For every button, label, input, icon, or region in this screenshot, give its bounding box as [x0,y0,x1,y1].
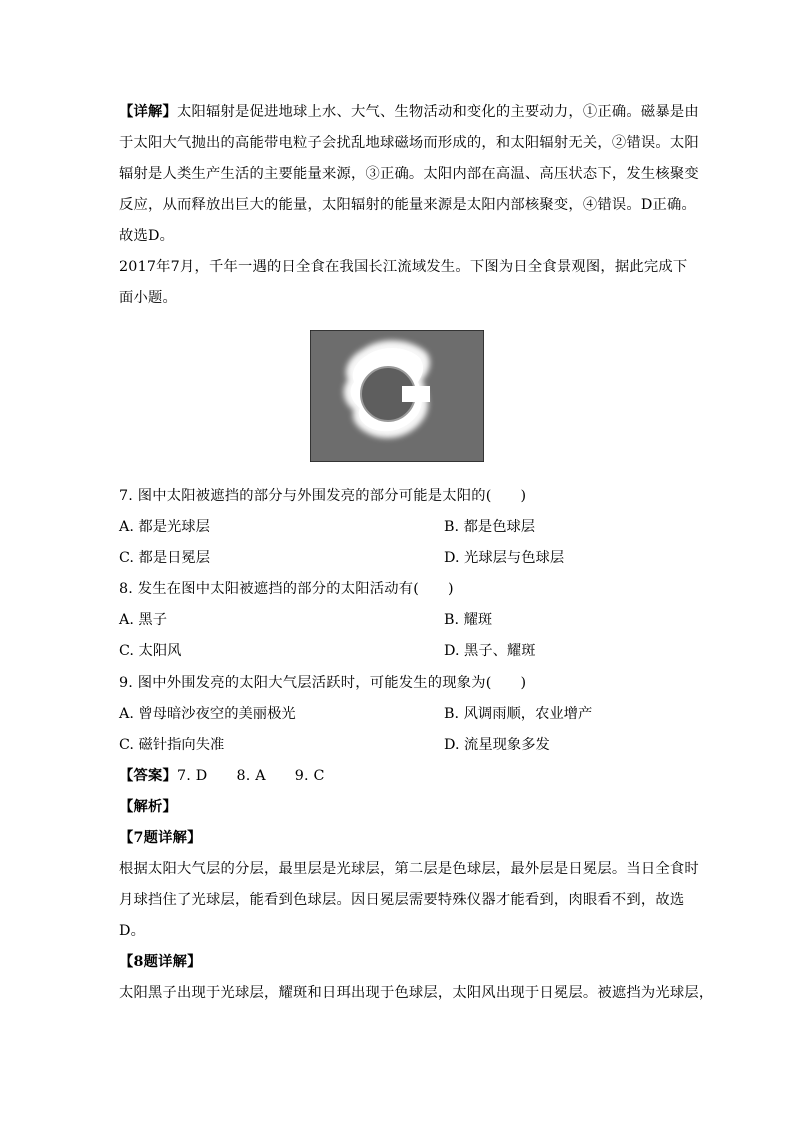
context-line-1: 2017年7月，千年一遇的日全食在我国长江流域发生。下图为日全食景观图，据此完成下 [119,259,688,275]
q8-option-b: B. 耀斑 [444,612,493,628]
question-8-stem: 8. 发生在图中太阳被遮挡的部分的太阳活动有( ) [119,581,454,597]
q7-detail-line-2: 月球挡住了光球层，能看到色球层。因日冕层需要特殊仪器才能看到，肉眼看不到，故选 [119,892,685,908]
q7-option-b: B. 都是色球层 [444,519,536,535]
detail-line-5: 故选D。 [119,228,175,244]
solar-eclipse-photo [310,330,484,462]
q7-detail-line-3: D。 [119,923,146,939]
answer-text: 7. D 8. A 9. C [177,768,325,784]
analysis-tag: 【解析】 [119,799,177,815]
detail-tag: 【详解】 [119,104,177,120]
detail-line-2: 于太阳大气抛出的高能带电粒子会扰乱地球磁场而形成的，和太阳辐射无关，②错误。太阳 [119,135,699,151]
answer-tag: 【答案】 [119,768,177,784]
question-7-stem: 7. 图中太阳被遮挡的部分与外围发亮的部分可能是太阳的( ) [119,488,527,504]
question-9-stem: 9. 图中外围发亮的太阳大气层活跃时，可能发生的现象为( ) [119,675,527,691]
q9-option-b: B. 风调雨顺，农业增产 [444,706,593,722]
q7-detail-line-1: 根据太阳大气层的分层，最里层是光球层，第二层是色球层，最外层是日冕层。当日全食时 [119,861,699,877]
q8-detail-tag: 【8题详解】 [119,954,202,970]
q8-option-a: A. 黑子 [119,612,168,628]
q7-option-c: C. 都是日冕层 [119,550,211,566]
q8-detail-line-1: 太阳黑子出现于光球层，耀斑和日珥出现于色球层，太阳风出现于日冕层。被遮挡为光球层， [119,985,714,1001]
q8-option-c: C. 太阳风 [119,643,182,659]
q8-option-d: D. 黑子、耀斑 [444,643,536,659]
detail-line-1: 【详解】太阳辐射是促进地球上水、大气、生物活动和变化的主要动力，①正确。磁暴是由 [119,104,699,120]
q9-option-d: D. 流星现象多发 [444,737,550,753]
q7-option-d: D. 光球层与色球层 [444,550,565,566]
context-line-2: 面小题。 [119,290,177,306]
solar-eclipse-icon [310,330,484,462]
detail-line-4: 反应，从而释放出巨大的能量，太阳辐射的能量来源是太阳内部核聚变，④错误。D正确。 [119,197,697,213]
q7-option-a: A. 都是光球层 [119,519,210,535]
detail-line-3: 辐射是人类生产生活的主要能量来源，③正确。太阳内部在高温、高压状态下，发生核聚变 [119,166,699,182]
answer-line [119,766,679,786]
q7-detail-tag: 【7题详解】 [119,830,202,846]
q9-option-a: A. 曾母暗沙夜空的美丽极光 [119,706,296,722]
q9-option-c: C. 磁针指向失准 [119,737,225,753]
